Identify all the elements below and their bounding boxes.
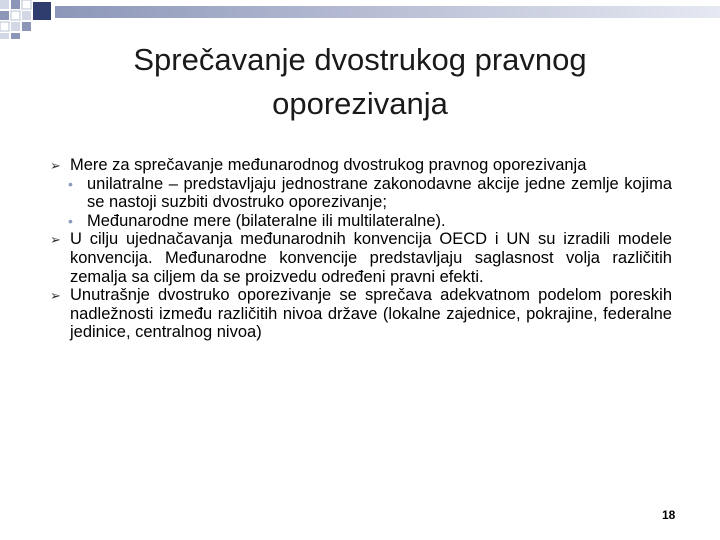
- bullet-text: U cilju ujednačavanja međunarodnih konvencija OECD i UN su izradili modele konvencija. Međunarodne konvencije predstavljaju saglasnost volja različitih zemalja sa ciljem da se proizvedu određeni pravni efekti.: [70, 230, 672, 286]
- header-decoration: [0, 0, 720, 40]
- bullet-item: [50, 230, 672, 286]
- slide-title: Sprečavanje dvostrukog pravnog oporezivanja: [133, 42, 587, 121]
- bullet-text: Unutrašnje dvostruko oporezivanje se sprečava adekvatnom podelom poreskih nadležnosti između različitih nivoa države (lokalne zajednice, pokrajine, federalne jedinice, centralnog nivoa): [70, 286, 672, 342]
- sub-bullet-text: unilatralne – predstavljaju jednostrane zakonodavne akcije jedne zemlje kojima se nastoji suzbiti dvostruko oporezivanje;: [87, 174, 672, 212]
- arrow-bullet-icon: ➢: [50, 232, 61, 248]
- bullet-item: [50, 286, 672, 342]
- sub-bullet-item: [50, 175, 672, 212]
- page-number: 18: [662, 508, 676, 522]
- arrow-bullet-icon: ➢: [50, 288, 61, 304]
- slide-body: [50, 156, 672, 342]
- sub-bullet-text: Međunarodne mere (bilateralne ili multilateralne).: [87, 211, 446, 230]
- bullet-item: [50, 156, 672, 175]
- dot-bullet-icon: •: [68, 175, 73, 192]
- dot-bullet-icon: •: [68, 212, 73, 229]
- sub-bullet-item: [50, 212, 672, 231]
- bullet-text: Mere za sprečavanje međunarodnog dvostrukog pravnog oporezivanja: [70, 156, 587, 174]
- arrow-bullet-icon: ➢: [50, 158, 61, 173]
